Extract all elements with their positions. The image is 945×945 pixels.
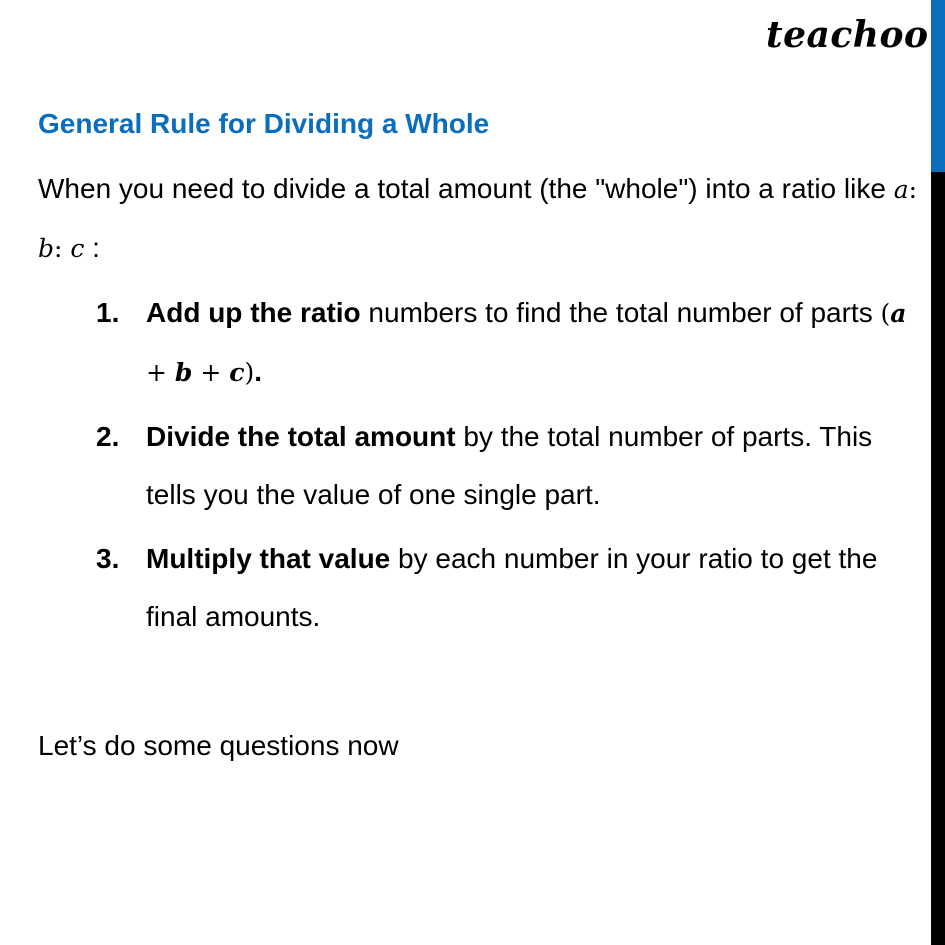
ratio-sep: : — [54, 234, 71, 263]
step-bold: Divide the total amount — [146, 421, 456, 452]
step-number: 3. — [96, 543, 120, 574]
step-bold: Multiply that value — [146, 543, 391, 574]
list-item — [96, 284, 916, 402]
list-item — [96, 408, 916, 524]
step-text: by each number in your ratio to get the final amounts. — [146, 543, 878, 632]
ratio-c: c — [70, 234, 85, 263]
math-dot: . — [254, 356, 263, 387]
ratio-sep: : — [908, 175, 918, 204]
step-number: 2. — [96, 421, 120, 452]
list-item — [96, 530, 916, 646]
side-accent-bar — [931, 0, 945, 172]
side-dark-bar — [931, 172, 945, 945]
math-a: a — [890, 299, 907, 328]
math-c: c — [229, 358, 245, 387]
intro-paragraph — [38, 160, 918, 278]
teachoo-logo: teachoo — [766, 14, 929, 56]
math-plus: + — [146, 358, 175, 387]
step-text: numbers to find the total number of parts — [360, 297, 881, 328]
ratio-a: a — [893, 175, 909, 204]
math-b: b — [174, 358, 193, 387]
step-bold: Add up the ratio — [146, 297, 361, 328]
math-plus: + — [192, 358, 230, 387]
intro-text: When you need to divide a total amount (the "whole") into a ratio like — [38, 173, 894, 204]
ratio-b: b — [38, 234, 55, 263]
math-paren: ( — [880, 299, 891, 328]
step-number: 1. — [96, 297, 120, 328]
page-title: General Rule for Dividing a Whole — [38, 108, 490, 139]
math-paren: ) — [244, 358, 255, 387]
intro-end: : — [84, 232, 100, 263]
step-text: by the total number of parts. This tells you the value of one single part. — [146, 421, 873, 510]
closing-text: Let’s do some questions now — [38, 730, 399, 761]
